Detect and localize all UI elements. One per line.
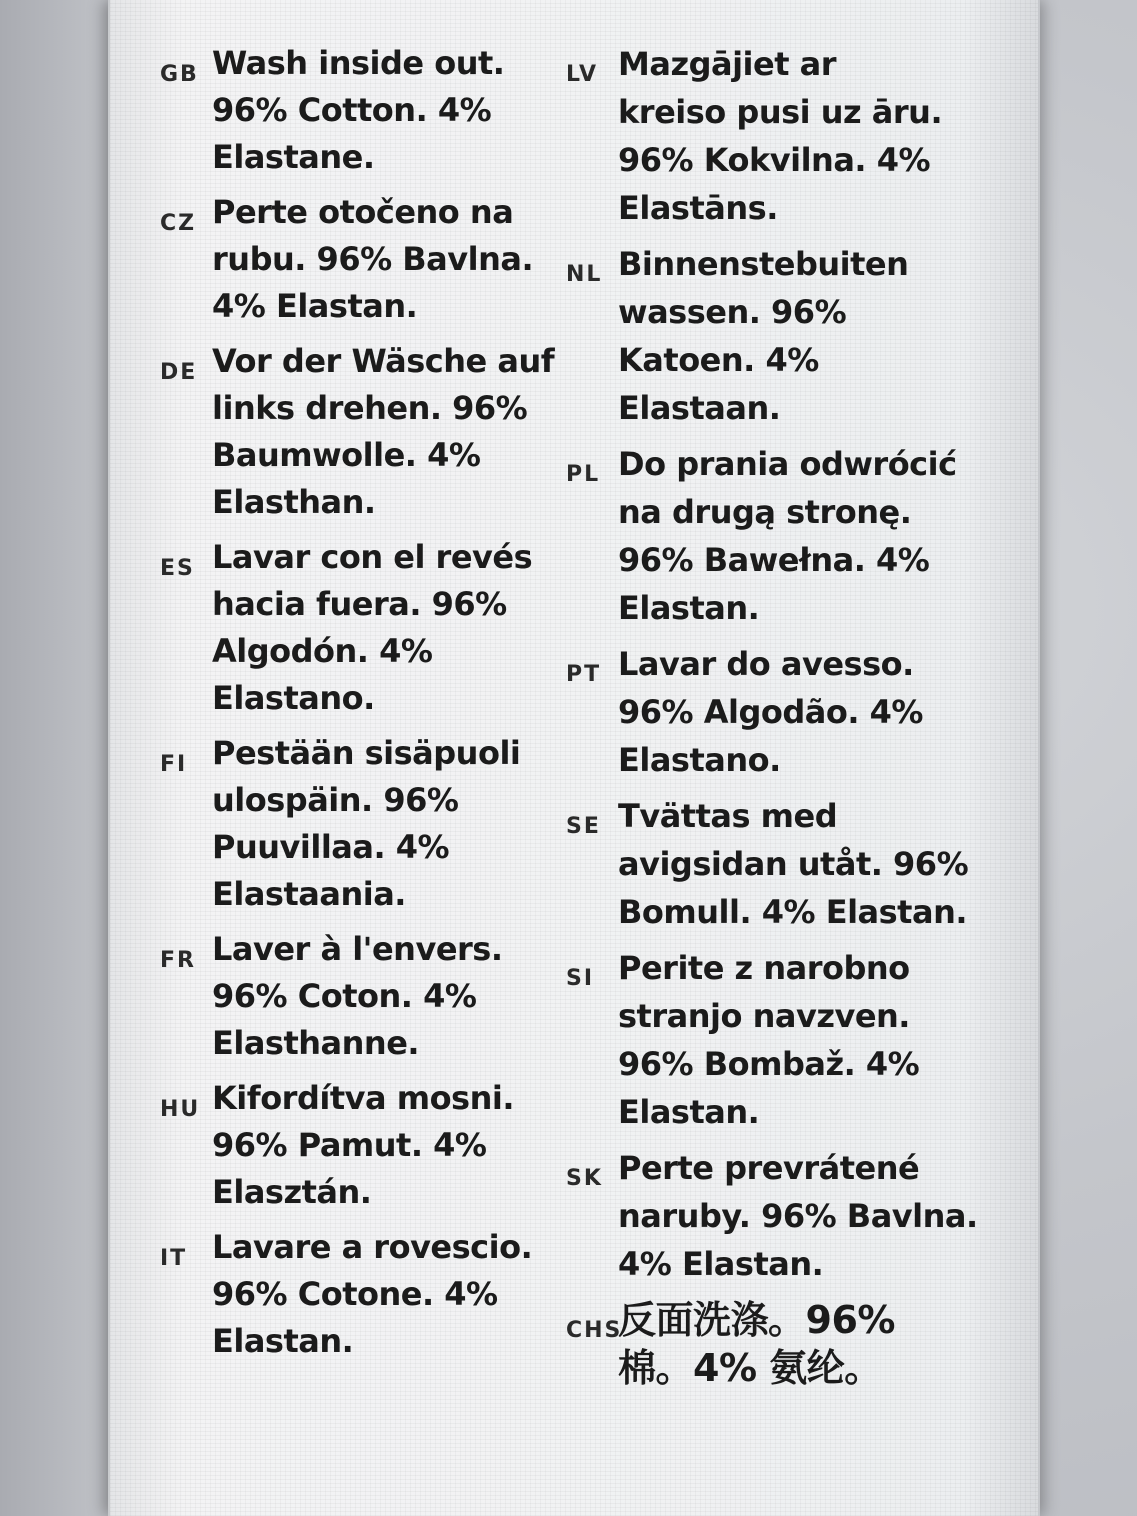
care-text: Lavar do avesso. 96% Algodão. 4% Elastano. — [618, 645, 923, 779]
language-code: DE — [160, 360, 198, 385]
language-code: SE — [566, 814, 601, 839]
care-text: 反面洗涤。96% 棉。4% 氨纶。 — [618, 1298, 895, 1390]
label-entry-chs — [566, 1296, 1026, 1392]
background-surface — [0, 0, 120, 1516]
language-code: SI — [566, 966, 595, 991]
label-entry-fr — [160, 926, 600, 1067]
care-text: Mazgājiet ar kreiso pusi uz āru. 96% Kokvilna. 4% Elastāns. — [618, 45, 943, 227]
label-entry-nl — [566, 240, 1026, 432]
label-entry-sk — [566, 1144, 1026, 1288]
label-entry-si — [566, 944, 1026, 1136]
care-text: Perte otočeno na rubu. 96% Bavlna. 4% Elastan. — [212, 193, 534, 325]
care-text: Pestään sisäpuoli ulospäin. 96% Puuvillaa. 4% Elastaania. — [212, 734, 521, 913]
label-entry-cz — [160, 189, 603, 330]
language-code: CHS — [566, 1318, 623, 1343]
language-code: NL — [566, 262, 603, 287]
language-code: HU — [160, 1097, 201, 1122]
care-text: Do prania odwrócić na drugą stronę. 96% Bawełna. 4% Elastan. — [618, 445, 957, 627]
label-entry-gb — [160, 40, 600, 181]
label-entry-lv — [566, 40, 1026, 232]
label-entry-es — [160, 534, 600, 722]
care-text: Lavare a rovescio. 96% Cotone. 4% Elastan. — [212, 1228, 533, 1360]
care-text: Vor der Wäsche auf links drehen. 96% Baumwolle. 4% Elasthan. — [212, 342, 555, 521]
label-entry-pl — [566, 440, 1026, 632]
label-entry-se — [566, 792, 1026, 936]
care-text: Perte prevrátené naruby. 96% Bavlna. 4% Elastan. — [618, 1149, 978, 1283]
care-text: Perite z narobno stranjo navzven. 96% Bombaž. 4% Elastan. — [618, 949, 920, 1131]
label-entry-pt — [566, 640, 1026, 784]
care-text: Laver à l'envers. 96% Coton. 4% Elasthanne. — [212, 930, 503, 1062]
care-text: Lavar con el revés hacia fuera. 96% Algodón. 4% Elastano. — [212, 538, 533, 717]
language-code: SK — [566, 1166, 603, 1191]
label-entry-hu — [160, 1075, 600, 1216]
care-text: Wash inside out. 96% Cotton. 4% Elastane. — [212, 44, 505, 176]
language-code: CZ — [160, 211, 197, 236]
language-code: PL — [566, 462, 601, 487]
language-code: GB — [160, 62, 199, 87]
care-text: Binnenstebuiten wassen. 96% Katoen. 4% Elastaan. — [618, 245, 909, 427]
language-code: LV — [566, 62, 599, 87]
language-code: FI — [160, 752, 188, 777]
label-entry-fi — [160, 730, 600, 918]
language-code: IT — [160, 1246, 188, 1271]
language-code: FR — [160, 948, 196, 973]
care-text: Tvättas med avigsidan utåt. 96% Bomull. 4% Elastan. — [618, 797, 969, 931]
language-code: PT — [566, 662, 602, 687]
language-code: ES — [160, 556, 195, 581]
label-entry-it — [160, 1224, 600, 1365]
care-text: Kifordítva mosni. 96% Pamut. 4% Elasztán. — [212, 1079, 514, 1211]
label-entry-de — [160, 338, 600, 526]
label-column-left — [160, 40, 603, 1373]
care-label — [108, 0, 1040, 1516]
label-column-right — [566, 40, 1026, 1400]
